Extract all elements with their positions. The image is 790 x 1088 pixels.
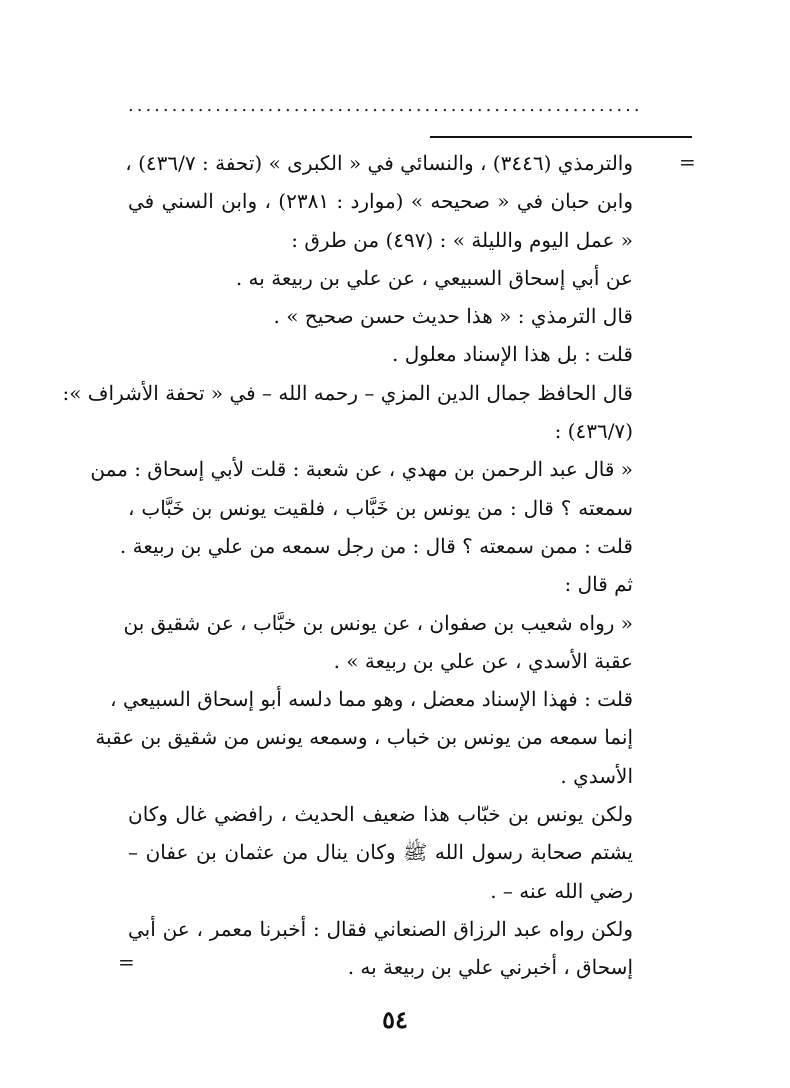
text-line: قال الحافظ جمال الدين المزي – رحمه الله – في « تحفة الأشراف »: <box>62 380 633 405</box>
text-line: (٤٣٦/٧) : <box>554 419 633 444</box>
text-line: قلت : بل هذا الإسناد معلول . <box>392 342 633 367</box>
text-line: والترمذي (٣٤٤٦) ، والنسائي في « الكبرى » (تحفة : ٤٣٦/٧) ، <box>125 151 633 175</box>
text-line: قلت : فهذا الإسناد معضل ، وهو مما دلسه أبو إسحاق السبيعي ، <box>110 687 633 712</box>
continuation-mark-top: = <box>679 150 696 174</box>
text-line: عن أبي إسحاق السبيعي ، عن علي بن ربيعة به . <box>235 265 633 290</box>
text-line: ثم قال : <box>564 572 633 597</box>
text-line: وابن حبان في « صحيحه » (موارد : ٢٣٨١) ، وابن السني في <box>128 189 634 214</box>
text-line: قلت : ممن سمعته ؟ قال : من رجل سمعه من علي بن ربيعة . <box>119 533 633 558</box>
text-line: رضي الله عنه – . <box>490 878 633 903</box>
page-number: ٥٤ <box>382 1005 408 1034</box>
text-line: ولكن رواه عبد الرزاق الصنعاني فقال : أخبرنا معمر ، عن أبي <box>128 916 633 941</box>
continuation-mark-bottom: = <box>118 950 135 974</box>
text-line: يشتم صحابة رسول الله ﷺ وكان ينال من عثمان بن عفان – <box>128 840 633 865</box>
text-line: عقبة الأسدي ، عن علي بن ربيعة » . <box>333 648 633 673</box>
text-line: إسحاق ، أخبرني علي بن ربيعة به . <box>347 955 633 980</box>
text-line: الأسدي . <box>560 763 633 788</box>
footnote-rule <box>430 136 692 138</box>
footnote-text <box>62 144 634 987</box>
text-line: سمعته ؟ قال : من يونس بن خَبَّاب ، فلقيت يونس بن خَبَّاب ، <box>128 495 633 520</box>
separator-dots: ........................................................... <box>128 95 643 116</box>
text-line: « عمل اليوم والليلة » : (٤٩٧) من طرق : <box>291 227 633 252</box>
text-line: « رواه شعيب بن صفوان ، عن يونس بن خبَّاب ، عن شقيق بن <box>123 610 633 635</box>
text-line: ولكن يونس بن خبّاب هذا ضعيف الحديث ، رافضي غال وكان <box>128 802 633 827</box>
text-line: إنما سمعه من يونس بن خباب ، وسمعه يونس من شقيق بن عقبة <box>95 725 633 750</box>
text-line: « قال عبد الرحمن بن مهدي ، عن شعبة : قلت لأبي إسحاق : ممن <box>90 457 633 482</box>
text-line: قال الترمذي : « هذا حديث حسن صحيح » . <box>273 304 633 329</box>
